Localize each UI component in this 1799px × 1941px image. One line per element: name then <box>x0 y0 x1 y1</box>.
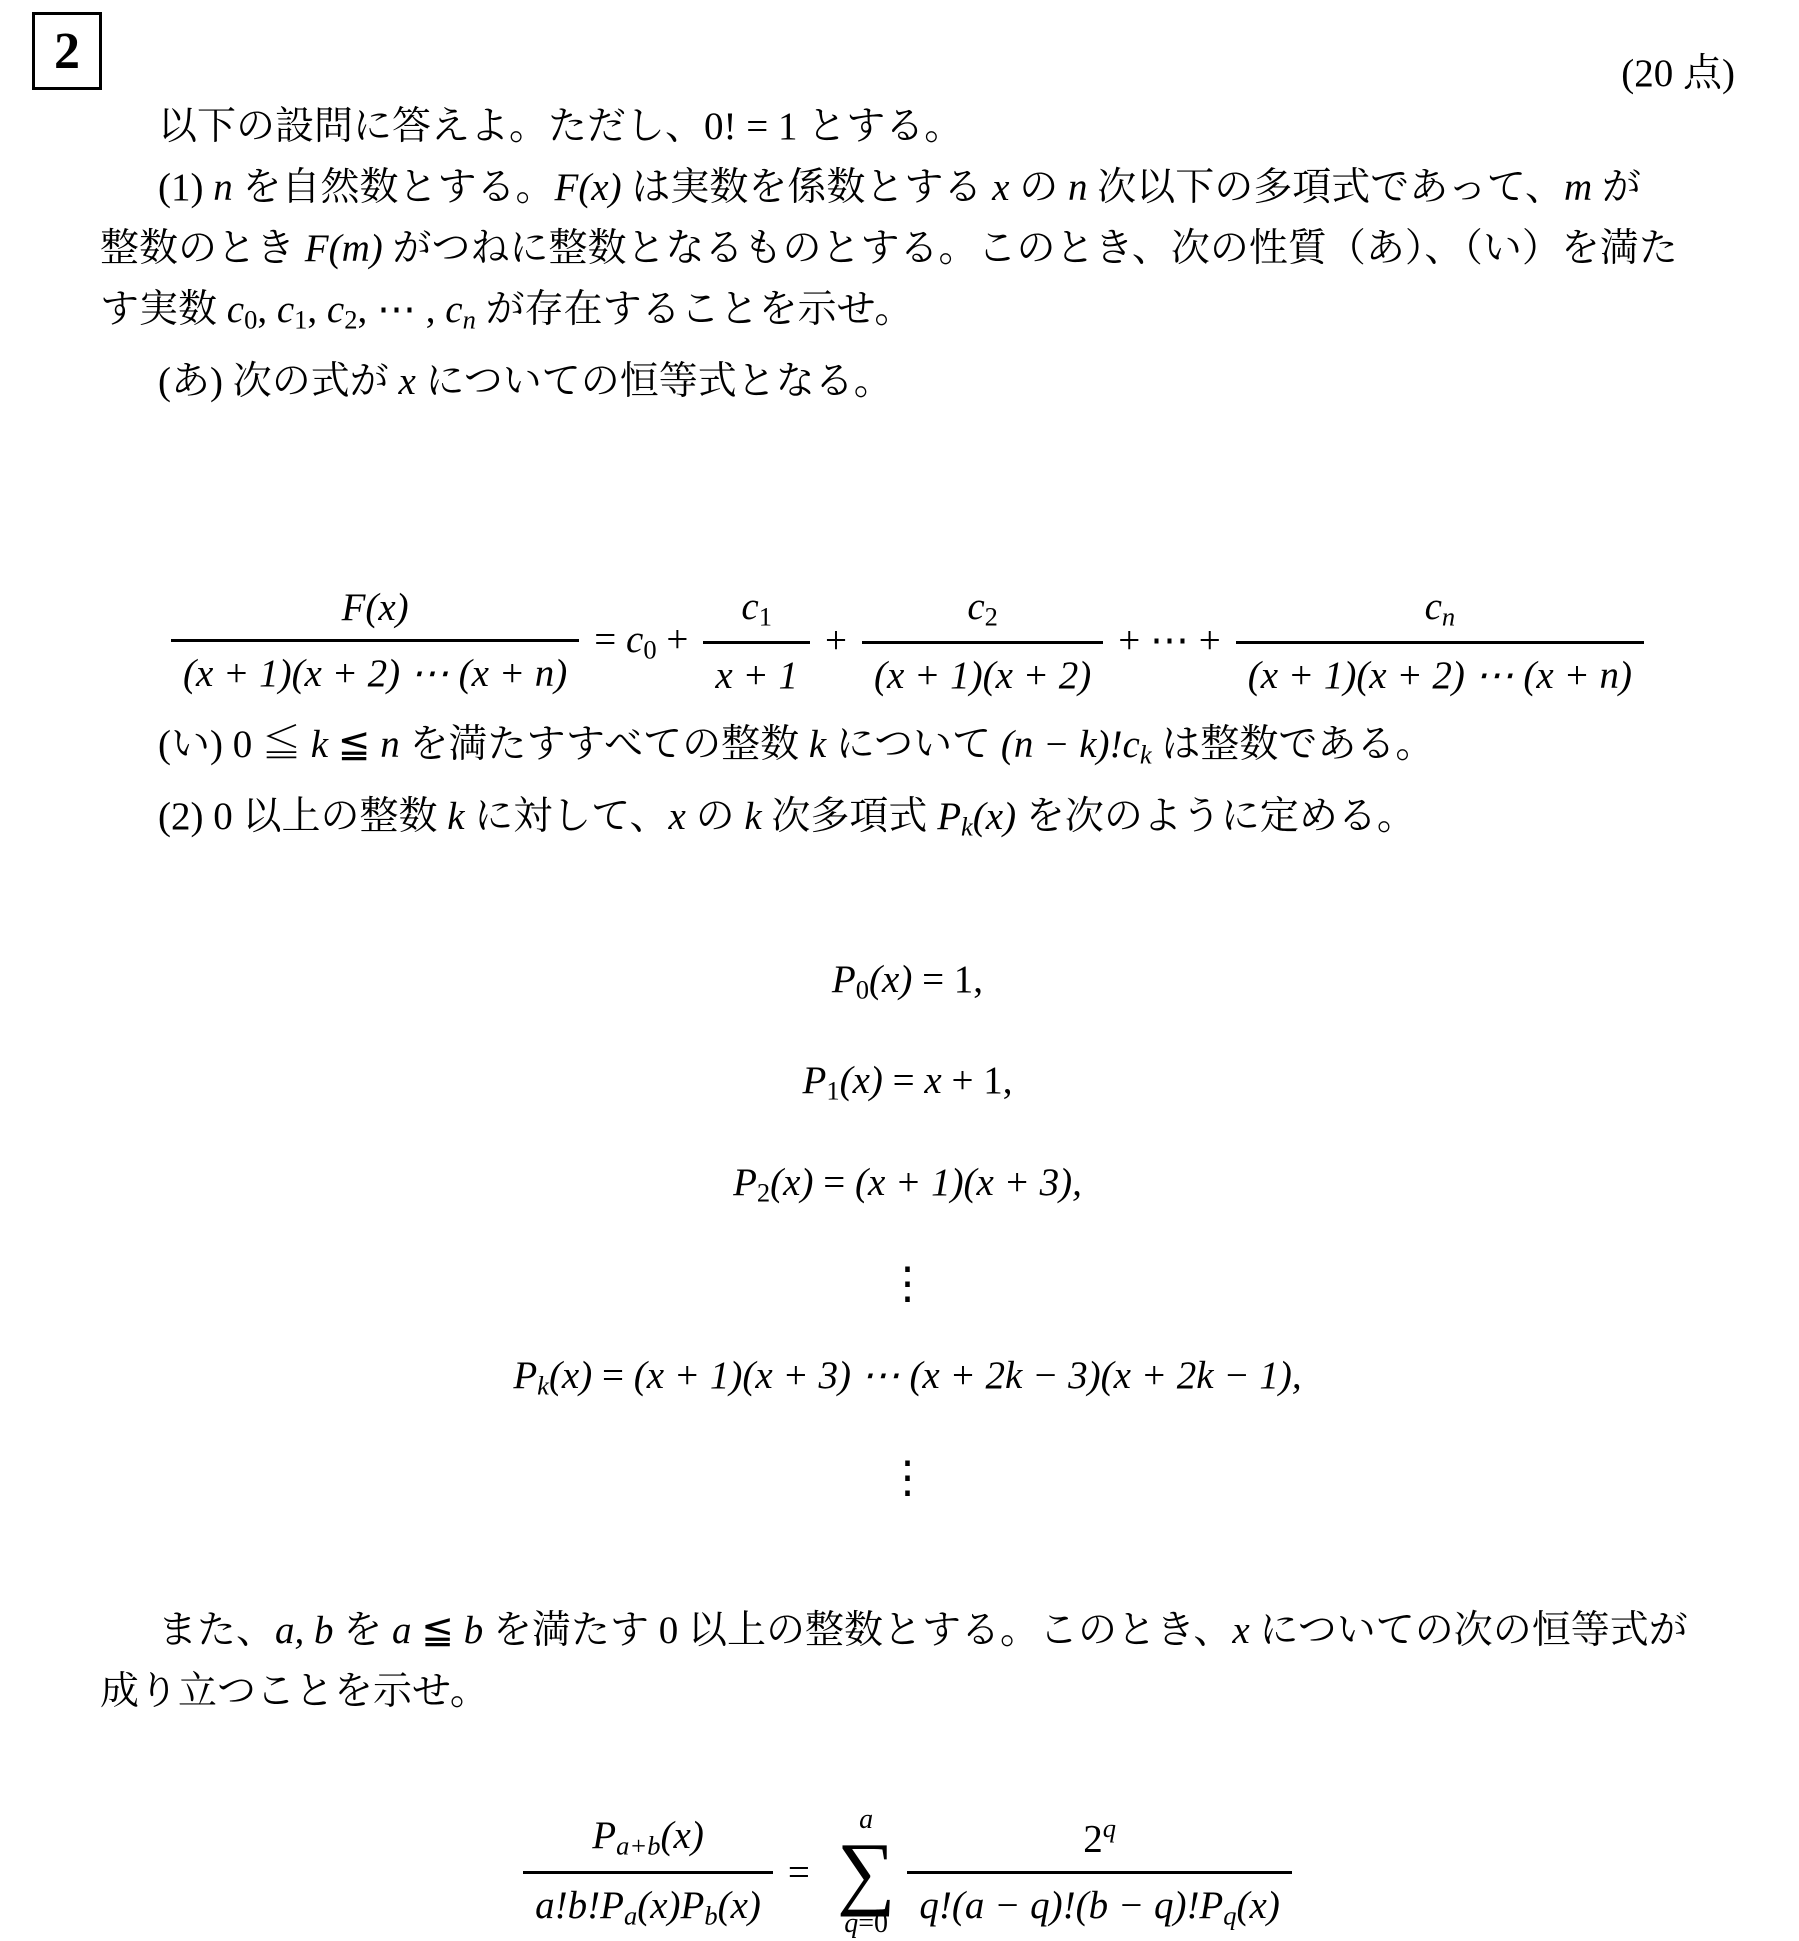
plus-sign: + <box>825 619 847 663</box>
fraction-c2-over-product <box>862 582 1103 701</box>
partial-fraction-equation <box>100 582 1715 701</box>
sum-upper-limit: a <box>859 1804 874 1835</box>
sigma-symbol: ∑ <box>836 1826 896 1918</box>
part1-line3: す実数 c0, c1, c2, ⋯ , cn が存在することを示せ。 <box>100 288 914 335</box>
denominator: (x + 1)(x + 2) ⋯ (x + n) <box>182 652 568 696</box>
plus-cdots-plus: + ⋯ + <box>1118 619 1221 663</box>
pk-definition: Pk(x) = (x + 1)(x + 3) ⋯ (x + 2k − 3)(x + 2k − 1), <box>513 1354 1302 1401</box>
polynomial-definitions <box>100 934 1715 1525</box>
numerator: 2$^q$ <box>907 1811 1291 1874</box>
vertical-dots: ⋮ <box>885 1453 930 1502</box>
numerator: cn <box>1236 582 1644 645</box>
fraction-c1-over-x-plus-1 <box>703 582 810 701</box>
equals-sign: = <box>787 1850 810 1894</box>
vertical-dots: ⋮ <box>885 1259 930 1309</box>
p1-definition: P1(x) = x + 1, <box>802 1059 1013 1106</box>
part2-line2: また、a, b を a ≦ b を満たす 0 以上の整数とする。このとき、x についての次の恒等式が <box>158 1609 1688 1652</box>
condition-i-line: (い) 0 ≦ k ≦ n を満たすすべての整数 k について (n − k)!ck は整数である。 <box>158 723 1435 770</box>
denominator: (x + 1)(x + 2) <box>874 654 1092 698</box>
sum-lower-limit: q=0 <box>844 1908 889 1940</box>
fraction-Fx-over-product <box>171 583 579 698</box>
identity-equation <box>100 1804 1715 1941</box>
part2-line1: (2) 0 以上の整数 k に対して、x の k 次多項式 Pk(x) を次のように定める。 <box>158 794 1416 842</box>
problem-number: 2 <box>54 22 80 80</box>
part1-line1: (1) n を自然数とする。F(x) は実数を係数とする x の n 次以下の多項式であって、m が <box>158 166 1641 209</box>
numerator: c2 <box>862 582 1103 645</box>
fraction-2q-over-factorials <box>907 1811 1291 1933</box>
denominator: x + 1 <box>715 654 798 698</box>
problem-body <box>100 96 1715 1941</box>
equals-c0-plus: = c0 + <box>594 617 689 665</box>
numerator: c1 <box>703 582 810 645</box>
fraction-Pab-over-factorials <box>523 1811 773 1933</box>
denominator: a!b!Pa(x)Pb(x) <box>535 1883 761 1931</box>
numerator: F(x) <box>171 583 579 642</box>
denominator: q!(a − q)!(b − q)!Pq(x) <box>919 1883 1280 1931</box>
intro-line: 以下の設問に答えよ。ただし、0! = 1 とする。 <box>158 105 964 148</box>
p2-definition: P2(x) = (x + 1)(x + 3), <box>733 1160 1082 1208</box>
denominator: (x + 1)(x + 2) ⋯ (x + n) <box>1247 654 1633 698</box>
part2-line3: 成り立つことを示せ。 <box>100 1670 489 1713</box>
numerator: Pa+b(x) <box>523 1811 773 1874</box>
p0-definition: P0(x) = 1, <box>831 957 984 1005</box>
part1-line2: 整数のとき F(m) がつねに整数となるものとする。このとき、次の性質（あ）、（い）を満た <box>100 227 1678 270</box>
summation <box>837 1804 895 1941</box>
problem-number-box <box>32 12 102 90</box>
fraction-cn-over-product <box>1236 582 1644 701</box>
points-label: (20 点) <box>1621 52 1735 95</box>
condition-a-line: (あ) 次の式が x についての恒等式となる。 <box>158 359 893 403</box>
